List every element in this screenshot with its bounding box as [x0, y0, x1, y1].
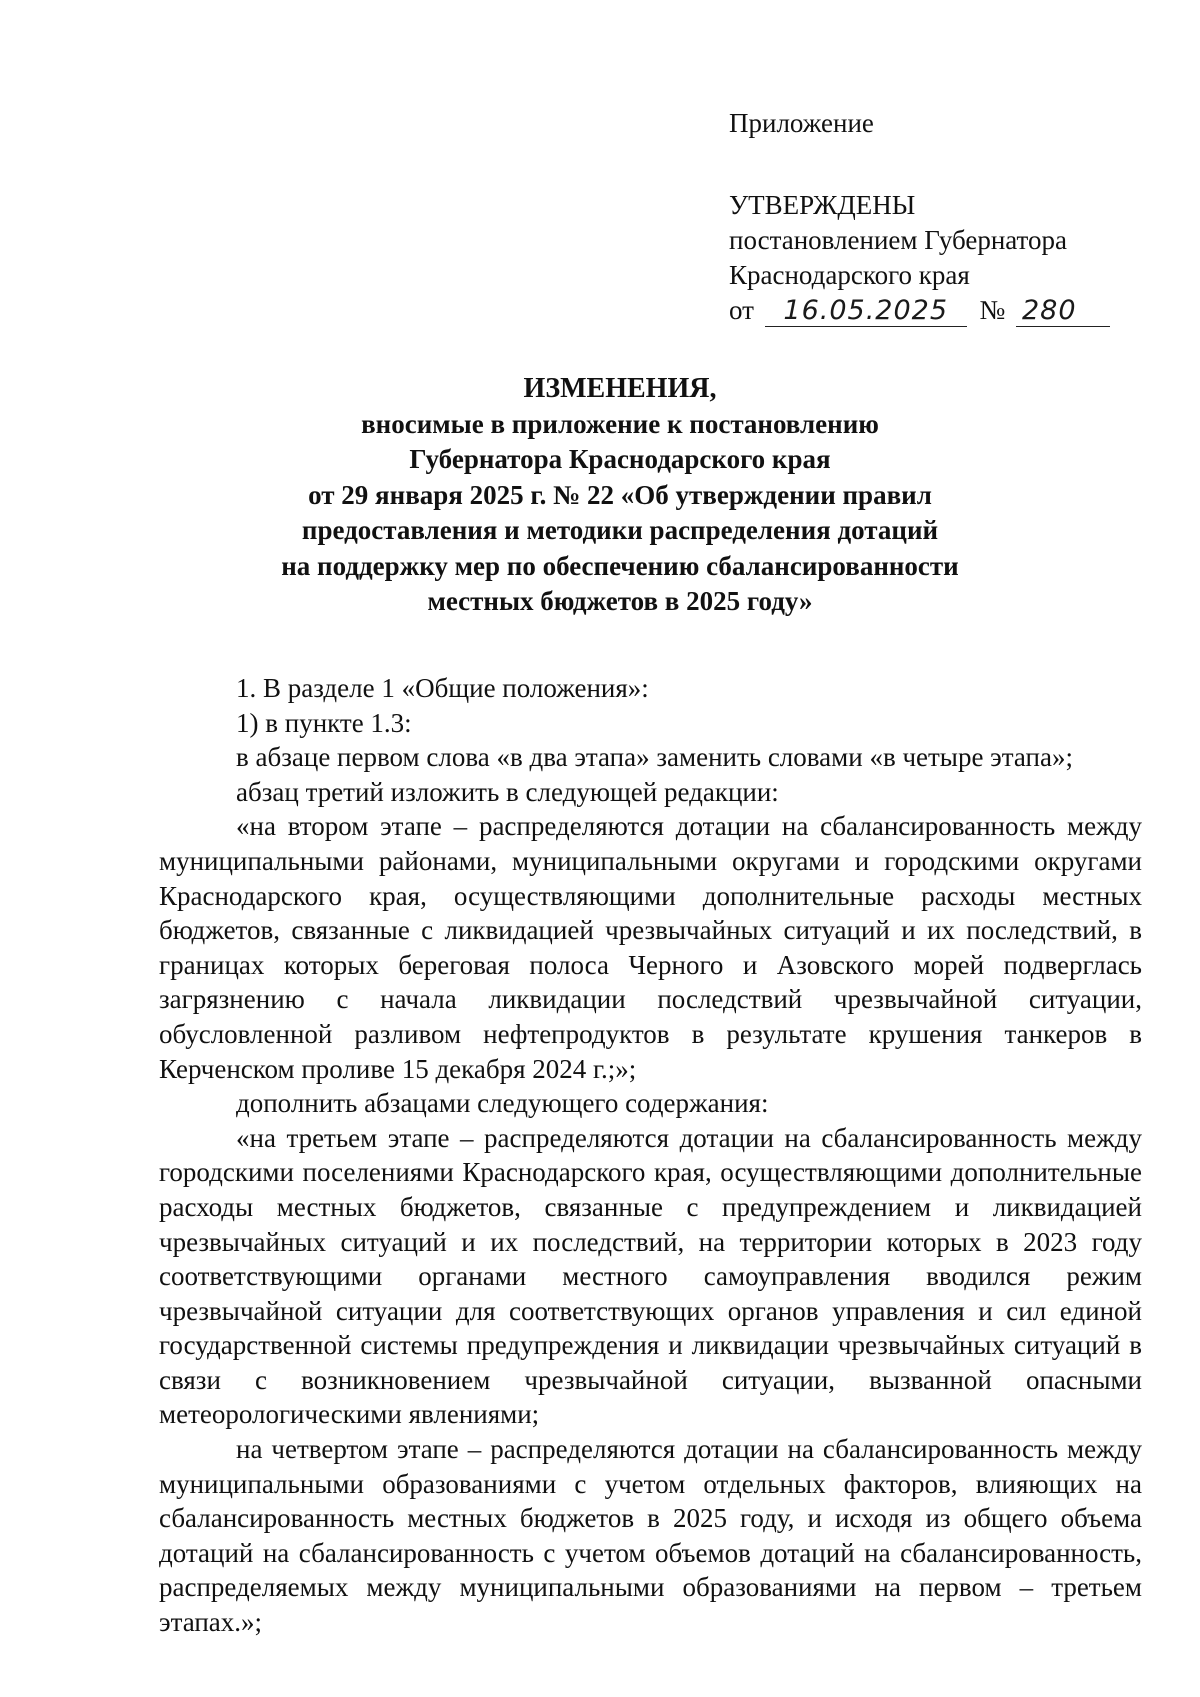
- approval-date-row: [729, 293, 1129, 328]
- heading-title: ИЗМЕНЕНИЯ,: [523, 373, 717, 404]
- heading-line: от 29 января 2025 г. № 22 «Об утверждении правил: [308, 479, 932, 510]
- approval-block: [729, 106, 1129, 328]
- approved-label: УТВЕРЖДЕНЫ: [729, 190, 916, 220]
- document-heading: [240, 371, 1000, 620]
- heading-line: на поддержку мер по обеспечению сбалансированности: [281, 550, 959, 581]
- paragraph-item-1: 1) в пункте 1.3:: [236, 707, 412, 738]
- paragraph-add-abzacs: дополнить абзацами следующего содержания:: [236, 1088, 769, 1119]
- paragraph-third-abzac: абзац третий изложить в следующей редакции:: [236, 776, 779, 807]
- date-prefix: от: [729, 295, 754, 325]
- paragraph-second-stage: «на втором этапе – распределяются дотации на сбалансированность между муниципальными районами, муниципальными округами и городскими округами Краснодарского края, осуществляющими дополнительные расходы местных бюджетов, связанные с ликвидацией чрезвычайных ситуаций и их последствий, в границах которых береговая полоса Черного и Азовского морей подверглась загрязнению с начала ликвидации последствий чрезвычайной ситуации, обусловленной разливом нефтепродуктов в результате крушения танкеров в Керченском проливе 15 декабря 2024 г.;»;: [159, 811, 1142, 1084]
- heading-line: Губернатора Краснодарского края: [409, 444, 831, 474]
- paragraph-fourth-stage: на четвертом этапе – распределяются дотации на сбалансированность между муниципальными образованиями с учетом отдельных факторов, влияющих на сбалансированность местных бюджетов в 2025 году, и исходя из общего объема дотаций на сбалансированность с учетом объемов дотаций на сбалансированность, распределяемых между муниципальными образованиями на первом – третьем этапах.»;: [159, 1434, 1142, 1638]
- appendix-label: Приложение: [729, 108, 874, 138]
- heading-line: местных бюджетов в 2025 году»: [427, 586, 813, 616]
- paragraph-third-stage: «на третьем этапе – распределяются дотации на сбалансированность между городскими поселениями Краснодарского края, осуществляющими дополнительные расходы местных бюджетов, связанные с предупреждением и ликвидацией чрезвычайных ситуаций и их последствий, на территории которых в 2023 году соответствующими органами местного самоуправления вводился режим чрезвычайной ситуации для соответствующих органов управления и сил единой государственной системы предупреждения и ликвидации чрезвычайных ситуаций в связи с возникновением чрезвычайной ситуации, вызванной опасными метеорологическими явлениями;: [159, 1122, 1142, 1430]
- number-prefix: №: [979, 295, 1006, 325]
- handwritten-date: 16.05.2025: [765, 296, 967, 327]
- paragraph-section-1: 1. В разделе 1 «Общие положения»:: [236, 673, 649, 703]
- document-body: [159, 671, 1142, 1640]
- approval-line-2: Краснодарского края: [729, 260, 970, 290]
- heading-line: предоставления и методики распределения дотаций: [301, 515, 939, 545]
- handwritten-number: 280: [1016, 296, 1110, 327]
- heading-line: вносимые в приложение к постановлению: [361, 408, 879, 439]
- paragraph-replace-words: в абзаце первом слова «в два этапа» заменить словами «в четыре этапа»;: [236, 742, 1073, 773]
- approval-line-1: постановлением Губернатора: [729, 225, 1067, 255]
